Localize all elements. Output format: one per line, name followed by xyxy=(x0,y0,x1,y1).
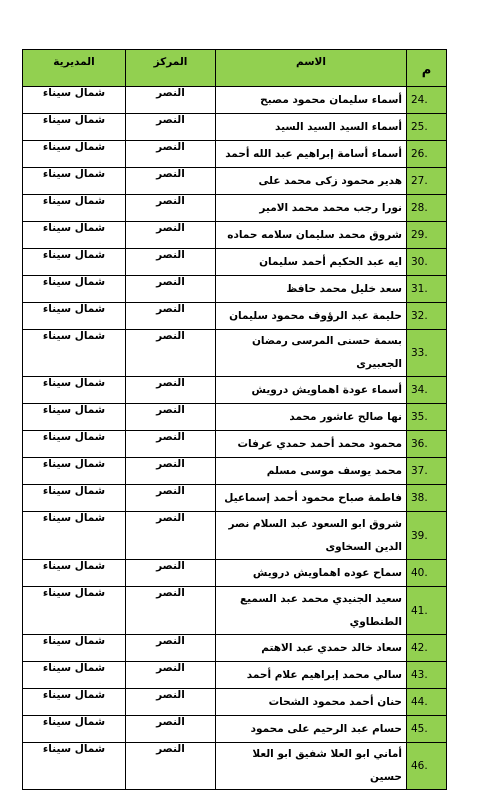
directorate-cell: شمال سيناء xyxy=(23,87,126,114)
number-cell: 30. xyxy=(407,249,447,276)
center-cell: النصر xyxy=(126,330,216,377)
number-cell: 45. xyxy=(407,716,447,743)
name-cell: شروق محمد سليمان سلامه حماده xyxy=(216,222,407,249)
table-row xyxy=(23,689,447,716)
name-cell: محمود محمد أحمد حمدي عرفات xyxy=(216,431,407,458)
center-cell: النصر xyxy=(126,141,216,168)
name-cell: حليمة عبد الرؤوف محمود سليمان xyxy=(216,303,407,330)
name-cell: سماح عوده اهماويش درويش xyxy=(216,560,407,587)
name-cell: حنان أحمد محمود الشحات xyxy=(216,689,407,716)
table-row xyxy=(23,716,447,743)
name-cell: بسمة حسنى المرسى رمضان الجعبيرى xyxy=(216,330,407,377)
directorate-cell: شمال سيناء xyxy=(23,222,126,249)
name-cell: سالي محمد إبراهيم علام أحمد xyxy=(216,662,407,689)
name-cell: سعد خليل محمد حافظ xyxy=(216,276,407,303)
number-cell: 42. xyxy=(407,635,447,662)
table-row xyxy=(23,114,447,141)
table-row xyxy=(23,330,447,377)
number-cell: 32. xyxy=(407,303,447,330)
center-cell: النصر xyxy=(126,404,216,431)
directorate-cell: شمال سيناء xyxy=(23,114,126,141)
center-cell: النصر xyxy=(126,195,216,222)
number-cell: 46. xyxy=(407,743,447,790)
directorate-cell: شمال سيناء xyxy=(23,195,126,222)
directorate-cell: شمال سيناء xyxy=(23,587,126,635)
table-row xyxy=(23,87,447,114)
center-cell: النصر xyxy=(126,662,216,689)
number-cell: 37. xyxy=(407,458,447,485)
name-cell: ايه عبد الحكيم أحمد سليمان xyxy=(216,249,407,276)
number-cell: 27. xyxy=(407,168,447,195)
names-table xyxy=(22,49,447,790)
table-row xyxy=(23,587,447,635)
number-cell: 44. xyxy=(407,689,447,716)
table-row xyxy=(23,485,447,512)
center-cell: النصر xyxy=(126,377,216,404)
center-cell: النصر xyxy=(126,431,216,458)
directorate-cell: شمال سيناء xyxy=(23,404,126,431)
header-center: المركز xyxy=(126,50,216,87)
center-cell: النصر xyxy=(126,587,216,635)
center-cell: النصر xyxy=(126,512,216,560)
table-row xyxy=(23,276,447,303)
table-body xyxy=(23,87,447,790)
table-row xyxy=(23,560,447,587)
table-row xyxy=(23,431,447,458)
table-row xyxy=(23,662,447,689)
table-header-row xyxy=(23,50,447,87)
center-cell: النصر xyxy=(126,635,216,662)
name-cell: حسام عبد الرحيم على محمود xyxy=(216,716,407,743)
center-cell: النصر xyxy=(126,743,216,790)
directorate-cell: شمال سيناء xyxy=(23,249,126,276)
directorate-cell: شمال سيناء xyxy=(23,276,126,303)
number-cell: 39. xyxy=(407,512,447,560)
directorate-cell: شمال سيناء xyxy=(23,330,126,377)
center-cell: النصر xyxy=(126,222,216,249)
directorate-cell: شمال سيناء xyxy=(23,168,126,195)
name-cell: أسماء عودة اهماويش درويش xyxy=(216,377,407,404)
table-row xyxy=(23,249,447,276)
header-directorate: المديرية xyxy=(23,50,126,87)
header-name: الاسم xyxy=(216,50,407,87)
directorate-cell: شمال سيناء xyxy=(23,458,126,485)
number-cell: 26. xyxy=(407,141,447,168)
name-cell: أسماء السيد السيد السيد xyxy=(216,114,407,141)
directorate-cell: شمال سيناء xyxy=(23,662,126,689)
table-row xyxy=(23,404,447,431)
name-cell: نورا رجب محمد محمد الامير xyxy=(216,195,407,222)
number-cell: 35. xyxy=(407,404,447,431)
number-cell: 24. xyxy=(407,87,447,114)
table-row xyxy=(23,303,447,330)
name-cell: أسماء أسامة إبراهيم عبد الله أحمد xyxy=(216,141,407,168)
table-row xyxy=(23,195,447,222)
table-row xyxy=(23,635,447,662)
table-row xyxy=(23,377,447,404)
number-cell: 36. xyxy=(407,431,447,458)
directorate-cell: شمال سيناء xyxy=(23,716,126,743)
center-cell: النصر xyxy=(126,303,216,330)
number-cell: 25. xyxy=(407,114,447,141)
center-cell: النصر xyxy=(126,485,216,512)
table-row xyxy=(23,168,447,195)
table-row xyxy=(23,141,447,168)
table-row xyxy=(23,512,447,560)
name-cell: فاطمة صباح محمود أحمد إسماعيل xyxy=(216,485,407,512)
name-cell: أسماء سليمان محمود مصبح xyxy=(216,87,407,114)
center-cell: النصر xyxy=(126,249,216,276)
directorate-cell: شمال سيناء xyxy=(23,560,126,587)
number-cell: 31. xyxy=(407,276,447,303)
center-cell: النصر xyxy=(126,716,216,743)
name-cell: هدير محمود زكى محمد على xyxy=(216,168,407,195)
header-number: م xyxy=(407,50,447,87)
directorate-cell: شمال سيناء xyxy=(23,635,126,662)
center-cell: النصر xyxy=(126,276,216,303)
number-cell: 29. xyxy=(407,222,447,249)
name-cell: محمد يوسف موسى مسلم xyxy=(216,458,407,485)
name-cell: سعاد خالد حمدي عبد الاهتم xyxy=(216,635,407,662)
directorate-cell: شمال سيناء xyxy=(23,431,126,458)
directorate-cell: شمال سيناء xyxy=(23,377,126,404)
center-cell: النصر xyxy=(126,689,216,716)
center-cell: النصر xyxy=(126,458,216,485)
table-row xyxy=(23,743,447,790)
name-cell: نها صالح عاشور محمد xyxy=(216,404,407,431)
directorate-cell: شمال سيناء xyxy=(23,689,126,716)
number-cell: 41. xyxy=(407,587,447,635)
number-cell: 33. xyxy=(407,330,447,377)
center-cell: النصر xyxy=(126,168,216,195)
directorate-cell: شمال سيناء xyxy=(23,743,126,790)
name-cell: سعيد الجنيدي محمد عبد السميع الطنطاوي xyxy=(216,587,407,635)
name-cell: شروق ابو السعود عبد السلام نصر الدين السخاوى xyxy=(216,512,407,560)
center-cell: النصر xyxy=(126,87,216,114)
table-row xyxy=(23,222,447,249)
number-cell: 34. xyxy=(407,377,447,404)
center-cell: النصر xyxy=(126,114,216,141)
number-cell: 43. xyxy=(407,662,447,689)
number-cell: 38. xyxy=(407,485,447,512)
directorate-cell: شمال سيناء xyxy=(23,512,126,560)
number-cell: 40. xyxy=(407,560,447,587)
table-row xyxy=(23,458,447,485)
directorate-cell: شمال سيناء xyxy=(23,303,126,330)
directorate-cell: شمال سيناء xyxy=(23,485,126,512)
directorate-cell: شمال سيناء xyxy=(23,141,126,168)
center-cell: النصر xyxy=(126,560,216,587)
name-cell: أماني ابو العلا شفيق ابو العلا حسين xyxy=(216,743,407,790)
number-cell: 28. xyxy=(407,195,447,222)
